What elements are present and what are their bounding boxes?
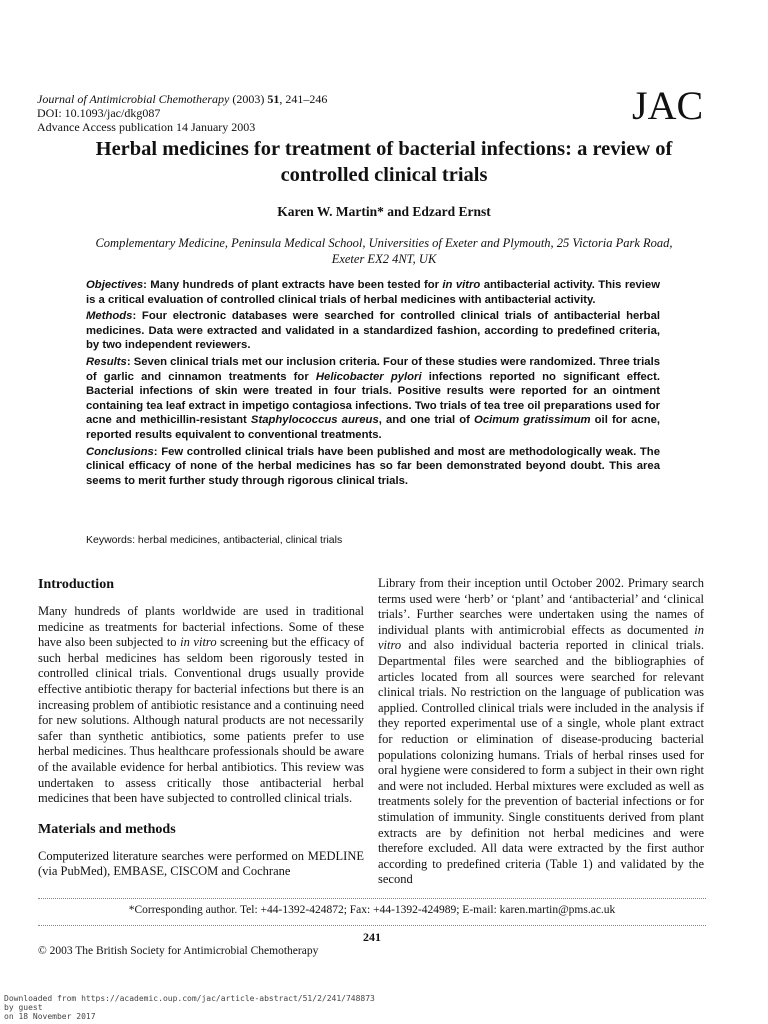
journal-citation-line: [37, 92, 327, 106]
abstract-methods: [86, 309, 660, 353]
results-text-b: infections reported no significant effect. Bacterial infections of skin were treated in four trials. Positive results were reported for an ointment containing tea leaf extract in impetigo contagiosa infections. Two trials of tea tree oil preparations used for acne and methicillin-resistant: [86, 370, 660, 427]
affiliation-line-1: Complementary Medicine, Peninsula Medical School, Universities of Exeter and Plymouth, 25 Victoria Park Road,: [95, 236, 673, 250]
objectives-italic: in vitro: [442, 279, 481, 291]
results-italic-2: Staphylococcus aureus: [250, 414, 379, 427]
intro-text-b: screening but the efficacy of such herbal medicines has seldom been rigorously tested in controlled clinical trials. Conventional drugs usually provide effective antibiotic therapy for bacterial infections but there is an increasing problem of antibiotic resistance and a continuing need for new solutions. Although natural products are not necessarily safer than synthetic antibiotics, some patients prefer to use herbal medicines. Thus healthcare professionals should be aware of the available evidence for herbal antibiotics. This review was undertaken to assess critically those antibacterial herbal medicines that been have subjected to controlled clinical trials.: [38, 635, 364, 806]
title-line-1: Herbal medicines for treatment of bacterial infections: a review of: [95, 138, 673, 160]
journal-volume: 51: [267, 92, 280, 106]
right-text-b: and also individual bacteria reported in clinical trials. Departmental files were searched and the bibliographies of articles located from all sources were searched for relevant clinical trials. No restriction on the language of publication was applied. Controlled clinical trials were included in the analysis if they reported experimental use of a single, whole plant extract for reduction or elimination of disease-producing bacterial populations colonizing humans. Trials of herbal rinses used for oral hygiene were considered to form a subject in their own right and were not included. Herbal mixtures were excluded as well as treatments solely for the prevention of bacterial infections or for stimulation of immunity. Single constituents derived from plant extracts are by definition not herbal medicines and were therefore excluded. All data were extracted by the first author according to predefined criteria (Table 1) and validated by the second: [378, 638, 704, 887]
results-text-c: , and one trial of: [378, 414, 475, 427]
methods-label: Methods: [86, 310, 133, 323]
affiliation: [20, 235, 748, 267]
objectives-text-a: : Many hundreds of plant extracts have been tested for: [143, 279, 443, 291]
affiliation-line-2: Exeter EX2 4NT, UK: [331, 252, 437, 266]
footnote-divider-top: [38, 898, 706, 899]
abstract: [86, 278, 660, 490]
methods-continued-paragraph: [378, 576, 704, 888]
article-title: [40, 136, 728, 188]
journal-pages: , 241–246: [279, 92, 328, 106]
intro-italic: in vitro: [180, 635, 217, 650]
objectives-label: Objectives: [86, 279, 144, 291]
journal-name: Journal of Antimicrobial Chemotherapy: [37, 92, 230, 106]
introduction-heading: Introduction: [38, 577, 114, 592]
authors: Karen W. Martin* and Edzard Ernst: [277, 204, 491, 219]
right-text-a: Library from their inception until October 2002. Primary search terms used were ‘herb’ or ‘plant’ and ‘antibacterial’ and ‘clinical trials’. Further searches were undertaken using the names of individual plants with antimicrobial effects as documented: [378, 576, 704, 637]
methods-paragraph: Computerized literature searches were performed on MEDLINE (via PubMed), EMBASE, CISCOM and Cochrane: [38, 848, 364, 879]
abstract-conclusions: [86, 445, 660, 489]
results-label: Results: [86, 355, 127, 368]
journal-logo: JAC: [632, 83, 704, 128]
right-column: [378, 576, 704, 888]
journal-citation: [37, 92, 327, 134]
doi: DOI: 10.1093/jac/dkg087: [37, 106, 161, 120]
introduction-paragraph: [38, 604, 364, 807]
abstract-results: [86, 355, 660, 443]
download-line-1: Downloaded from https://academic.oup.com/jac/article-abstract/51/2/241/748873: [4, 994, 375, 1003]
results-italic-1: Helicobacter pylori: [315, 370, 422, 383]
copyright: © 2003 The British Society for Antimicrobial Chemotherapy: [38, 945, 319, 957]
methods-text: : Four electronic databases were searched for controlled clinical trials of antibacterial herbal medicines. Data were extracted and validated in a standardized fashion, according to predefined criteria, by two independent reviewers.: [86, 310, 660, 352]
download-line-2: by guest: [4, 1003, 43, 1012]
abstract-objectives: [86, 278, 660, 307]
advance-access: Advance Access publication 14 January 2003: [37, 120, 256, 134]
conclusions-text: : Few controlled clinical trials have been published and most are methodologically weak. The clinical efficacy of none of the herbal medicines has so far been demonstrated beyond doubt. This area seems to merit further study through rigorous clinical trials.: [86, 445, 660, 487]
methods-heading: Materials and methods: [38, 821, 176, 837]
corresponding-author-footnote: *Corresponding author. Tel: +44-1392-424872; Fax: +44-1392-424989; E-mail: karen.martin@pms.ac.uk: [128, 904, 616, 916]
download-line-3: on 18 November 2017: [4, 1012, 96, 1021]
results-text-a: : Seven clinical trials met our inclusion criteria. Four of these studies were randomized. Three trials of garlic and cinnamon treatments for: [86, 355, 660, 383]
title-line-2: controlled clinical trials: [280, 164, 488, 186]
keywords: Keywords: herbal medicines, antibacterial, clinical trials: [86, 534, 343, 546]
objectives-text-b: antibacterial activity. This review is a critical evaluation of controlled clinical trials of herbal medicines with antibacterial activity.: [86, 279, 660, 306]
right-italic: in vitro: [378, 622, 704, 653]
footnote-divider-bottom: [38, 925, 706, 926]
intro-text-a: Many hundreds of plants worldwide are used in traditional medicine as treatments for bacterial infections. Some of these have also been subjected to: [38, 604, 364, 650]
conclusions-label: Conclusions: [86, 445, 154, 458]
journal-year: (2003): [229, 92, 268, 106]
results-italic-3: Ocimum gratissimum: [474, 414, 591, 427]
download-watermark: [4, 994, 375, 1021]
results-text-d: oil for acne, reported results equivalent to conventional treatments.: [86, 414, 661, 441]
page-number: 241: [363, 930, 381, 944]
left-column: [38, 576, 364, 880]
